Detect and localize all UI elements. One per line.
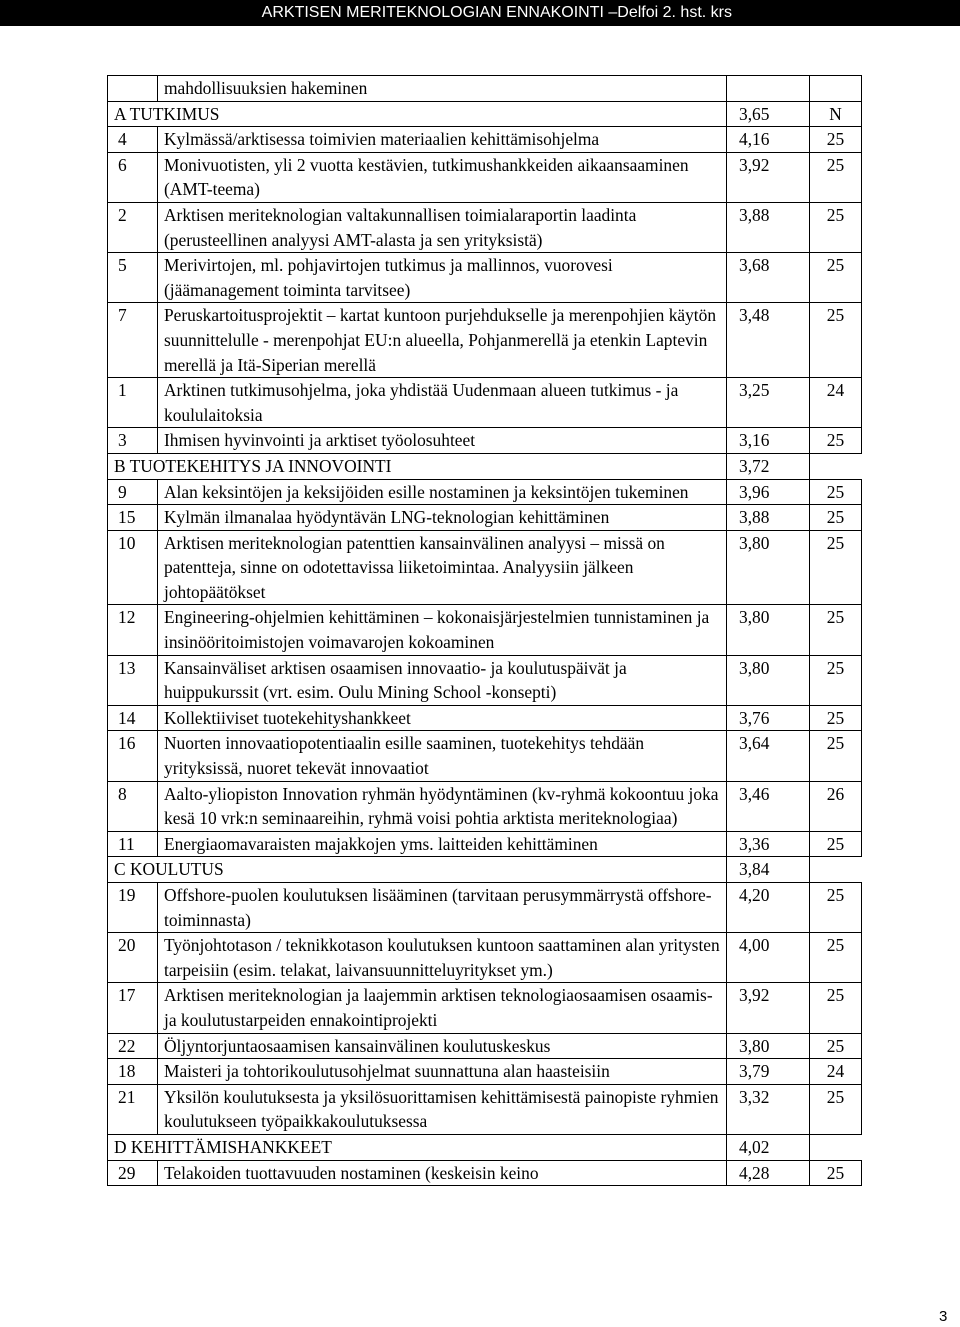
item-text-cell: Aalto-yliopiston Innovation ryhmän hyödyntäminen (kv-ryhmä kokoontuu joka kesä 10 vrk:n seminaareihin, ryhmä voisi pohtia arktista meriteknologiaa) [158,781,727,831]
section-score-cell: 3,72 [727,453,810,479]
item-score-cell: 3,92 [727,152,810,202]
table-row [108,253,862,303]
item-score-cell: 3,80 [727,655,810,705]
item-n-cell: 24 [810,378,862,428]
header-title: ARKTISEN MERITEKNOLOGIAN ENNAKOINTI –Delfoi 2. hst. krs [261,4,732,21]
table-row [108,479,862,505]
section-n-cell: N [810,101,862,127]
table-row [108,428,862,454]
item-text-cell: Öljyntorjuntaosaamisen kansainvälinen koulutuskeskus [158,1033,727,1059]
item-score-cell: 4,16 [727,127,810,153]
item-score-cell: 3,16 [727,428,810,454]
item-text-cell: Arktisen meriteknologian valtakunnallisen toimialaraportin laadinta (perusteellinen analyysi AMT-alasta ja sen yrityksistä) [158,202,727,252]
table-row [108,152,862,202]
item-n-cell: 25 [810,530,862,605]
item-score-cell: 3,36 [727,831,810,857]
section-row [108,453,862,479]
item-text-cell: Telakoiden tuottavuuden nostaminen (keskeisin keino [158,1160,727,1186]
item-text-cell: Offshore-puolen koulutuksen lisääminen (tarvitaan perusymmärrystä offshore-toiminnasta) [158,883,727,933]
table-row [108,303,862,378]
item-text-cell: Arktisen meriteknologian ja laajemmin arktisen teknologiaosaamisen osaamis- ja koulutustarpeiden ennakointiprojekti [158,983,727,1033]
table-row [108,1033,862,1059]
item-number-cell: 18 [108,1059,158,1085]
item-number-cell: 2 [108,202,158,252]
section-row [108,857,862,883]
item-score-cell: 3,92 [727,983,810,1033]
item-score-cell: 4,20 [727,883,810,933]
item-score-cell: 3,96 [727,479,810,505]
section-score-cell: 3,65 [727,101,810,127]
item-text-cell: Alan keksintöjen ja keksijöiden esille nostaminen ja keksintöjen tukeminen [158,479,727,505]
page-number: 3 [939,1308,948,1325]
item-n-cell: 25 [810,605,862,655]
item-text-cell: Arktinen tutkimusohjelma, joka yhdistää Uudenmaan alueen tutkimus - ja koululaitoksia [158,378,727,428]
item-n-cell: 25 [810,1084,862,1134]
item-number-cell: 5 [108,253,158,303]
section-score-cell: 4,02 [727,1134,810,1160]
empty-cell [810,453,862,479]
table-row [108,731,862,781]
item-n-cell: 25 [810,428,862,454]
item-n-cell: 25 [810,479,862,505]
item-score-cell: 3,80 [727,1033,810,1059]
table-row [108,505,862,531]
empty-cell [727,76,810,102]
item-n-cell: 25 [810,505,862,531]
item-number-cell: 1 [108,378,158,428]
table-row [108,933,862,983]
item-n-cell: 25 [810,152,862,202]
item-score-cell: 3,79 [727,1059,810,1085]
section-title-cell: B TUOTEKEHITYS JA INNOVOINTI [108,453,727,479]
table-row [108,378,862,428]
item-n-cell: 25 [810,883,862,933]
item-score-cell: 3,80 [727,530,810,605]
item-number-cell: 7 [108,303,158,378]
item-number-cell: 15 [108,505,158,531]
table-row [108,530,862,605]
item-number-cell: 10 [108,530,158,605]
table-row [108,831,862,857]
item-score-cell: 4,00 [727,933,810,983]
item-score-cell: 3,76 [727,705,810,731]
item-n-cell: 25 [810,831,862,857]
empty-cell [810,857,862,883]
section-row [108,1134,862,1160]
item-number-cell: 12 [108,605,158,655]
item-number-cell: 9 [108,479,158,505]
item-number-cell: 4 [108,127,158,153]
item-number-cell: 6 [108,152,158,202]
item-n-cell: 25 [810,705,862,731]
item-score-cell: 3,32 [727,1084,810,1134]
item-number-cell: 29 [108,1160,158,1186]
item-number-cell: 19 [108,883,158,933]
item-number-cell: 17 [108,983,158,1033]
section-title-cell: A TUTKIMUS [108,101,727,127]
item-number-cell: 11 [108,831,158,857]
item-number-cell: 21 [108,1084,158,1134]
item-number-cell: 22 [108,1033,158,1059]
item-n-cell: 25 [810,127,862,153]
section-title-cell: C KOULUTUS [108,857,727,883]
item-text-cell: Kollektiiviset tuotekehityshankkeet [158,705,727,731]
results-table-body [108,76,862,1186]
item-text-cell: mahdollisuuksien hakeminen [158,76,727,102]
item-text-cell: Monivuotisten, yli 2 vuotta kestävien, tutkimushankkeiden aikaansaaminen (AMT-teema) [158,152,727,202]
item-text-cell: Kylmän ilmanalaa hyödyntävän LNG-teknologian kehittäminen [158,505,727,531]
item-score-cell: 3,46 [727,781,810,831]
document-header [0,0,960,26]
section-score-cell: 3,84 [727,857,810,883]
empty-cell [108,76,158,102]
item-text-cell: Kylmässä/arktisessa toimivien materiaalien kehittämisohjelma [158,127,727,153]
item-n-cell: 25 [810,655,862,705]
item-n-cell: 25 [810,253,862,303]
item-n-cell: 25 [810,1033,862,1059]
item-n-cell: 25 [810,731,862,781]
item-score-cell: 4,28 [727,1160,810,1186]
table-row [108,1084,862,1134]
item-n-cell: 26 [810,781,862,831]
item-n-cell: 25 [810,303,862,378]
item-score-cell: 3,88 [727,202,810,252]
item-text-cell: Energiaomavaraisten majakkojen yms. laitteiden kehittäminen [158,831,727,857]
empty-cell [810,76,862,102]
empty-cell [810,1134,862,1160]
item-text-cell: Maisteri ja tohtorikoulutusohjelmat suunnattuna alan haasteisiin [158,1059,727,1085]
item-number-cell: 16 [108,731,158,781]
item-text-cell: Arktisen meriteknologian patenttien kansainvälinen analyysi – missä on patentteja, sinne on odotettavissa liiketoimintaa. Analyysiin jälkeen johtopäätökset [158,530,727,605]
item-n-cell: 25 [810,202,862,252]
item-text-cell: Yksilön koulutuksesta ja yksilösuorittamisen kehittämisestä painopiste ryhmien koulutukseen työpaikkakoulutuksessa [158,1084,727,1134]
table-row [108,781,862,831]
results-table [107,75,862,1186]
item-score-cell: 3,25 [727,378,810,428]
item-text-cell: Ihmisen hyvinvointi ja arktiset työolosuhteet [158,428,727,454]
table-row [108,883,862,933]
table-row [108,705,862,731]
item-n-cell: 24 [810,1059,862,1085]
item-number-cell: 8 [108,781,158,831]
item-text-cell: Peruskartoitusprojektit – kartat kuntoon purjehdukselle ja merenpohjien käytön suunnittelulle - merenpohjat EU:n alueella, Pohjanmerellä ja etenkin Laptevin merellä ja Itä-Siperian merellä [158,303,727,378]
table-row [108,605,862,655]
item-text-cell: Engineering-ohjelmien kehittäminen – kokonaisjärjestelmien tunnistaminen ja insinööritoimistojen voimavarojen kokoaminen [158,605,727,655]
item-number-cell: 3 [108,428,158,454]
item-number-cell: 14 [108,705,158,731]
table-row [108,983,862,1033]
item-number-cell: 20 [108,933,158,983]
item-text-cell: Kansainväliset arktisen osaamisen innovaatio- ja koulutuspäivät ja huippukurssit (vrt. esim. Oulu Mining School -konsepti) [158,655,727,705]
table-row [108,1160,862,1186]
table-row [108,127,862,153]
table-row [108,655,862,705]
item-n-cell: 25 [810,933,862,983]
item-text-cell: Merivirtojen, ml. pohjavirtojen tutkimus ja mallinnos, vuorovesi (jäämanagement toiminta tarvitsee) [158,253,727,303]
item-score-cell: 3,88 [727,505,810,531]
table-row [108,202,862,252]
item-n-cell: 25 [810,1160,862,1186]
section-title-cell: D KEHITTÄMISHANKKEET [108,1134,727,1160]
item-text-cell: Nuorten innovaatiopotentiaalin esille saaminen, tuotekehitys tehdään yrityksissä, nuoret tekevät innovaatiot [158,731,727,781]
item-score-cell: 3,68 [727,253,810,303]
continuation-row [108,76,862,102]
section-row [108,101,862,127]
item-text-cell: Työnjohtotason / teknikkotason koulutuksen kuntoon saattaminen alan yritysten tarpeisiin (esim. telakat, laivansuunnitteluyritykset ym.) [158,933,727,983]
table-row [108,1059,862,1085]
item-score-cell: 3,48 [727,303,810,378]
item-number-cell: 13 [108,655,158,705]
item-n-cell: 25 [810,983,862,1033]
item-score-cell: 3,64 [727,731,810,781]
item-score-cell: 3,80 [727,605,810,655]
